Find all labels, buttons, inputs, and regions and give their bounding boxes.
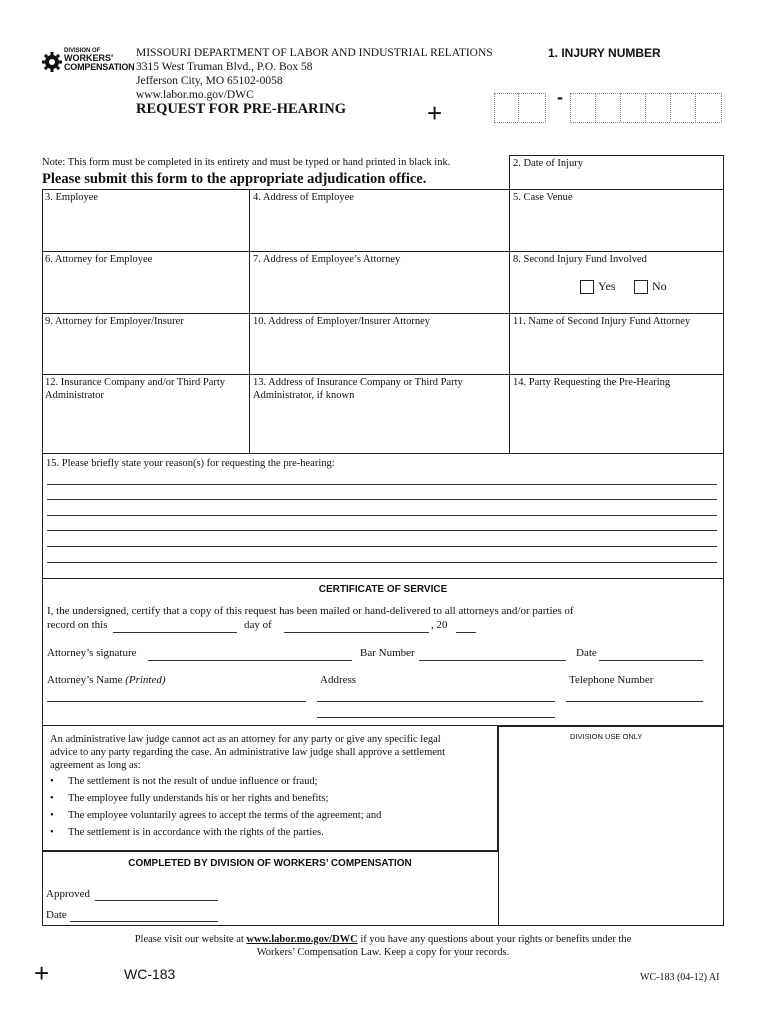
box-divider: [670, 93, 671, 121]
footer-website-link[interactable]: www.labor.mo.gov/DWC: [246, 934, 358, 945]
record-year-field[interactable]: [456, 632, 476, 633]
completed-by-title: COMPLETED BY DIVISION OF WORKERS’ COMPENSATION: [128, 858, 412, 869]
employee-attorney-field[interactable]: [43, 252, 249, 313]
employee-attorney-address-field[interactable]: [250, 252, 509, 313]
box-divider: [620, 93, 621, 121]
employee-attorney-address-label: 7. Address of Employee’s Attorney: [253, 254, 401, 265]
bullet-text: The employee voluntarily agrees to accept the terms of the agreement; and: [68, 810, 382, 821]
reason-line: [47, 499, 717, 500]
record-month-field[interactable]: [284, 632, 429, 633]
gear-icon: [42, 52, 62, 72]
bar-number-label: Bar Number: [360, 647, 415, 659]
footer-line-1: [42, 933, 724, 946]
certificate-date-label: Date: [576, 647, 597, 659]
injury-sequence-box[interactable]: [570, 93, 722, 123]
year-label: , 20: [431, 619, 448, 631]
sif-attorney-field[interactable]: [510, 314, 723, 374]
no-option[interactable]: [634, 279, 667, 294]
agency-logo: [42, 47, 135, 75]
insurance-address-field[interactable]: [250, 375, 509, 453]
list-item: • The employee voluntarily agrees to accept the terms of the agreement; and: [50, 810, 382, 821]
footer-line-2: Workers’ Compensation Law. Keep a copy for your records.: [256, 947, 510, 958]
form-title: REQUEST FOR PRE-HEARING: [136, 101, 347, 117]
city-address: Jefferson City, MO 65102-0058: [136, 75, 283, 87]
list-item: • The settlement is in accordance with the rights of the parties.: [50, 827, 324, 838]
date-of-injury-label: 2. Date of Injury: [513, 158, 583, 169]
reasons-label: 15. Please briefly state your reason(s) for requesting the pre-hearing:: [46, 458, 335, 469]
completed-date-label: Date: [46, 909, 67, 921]
case-venue-label: 5. Case Venue: [513, 192, 573, 203]
bullet-text: The settlement is not the result of undue influence or fraud;: [68, 776, 318, 787]
certificate-date-field[interactable]: [599, 660, 703, 661]
injury-number-label: 1. INJURY NUMBER: [548, 46, 661, 60]
injury-number-dash: -: [557, 87, 563, 107]
employee-field[interactable]: [43, 190, 249, 251]
division-use-area: [500, 745, 722, 923]
logo-line-2: WORKERS': [64, 53, 114, 63]
no-label: No: [652, 279, 667, 293]
department-name: MISSOURI DEPARTMENT OF LABOR AND INDUSTRIAL RELATIONS: [136, 47, 493, 59]
injury-year-box[interactable]: [494, 93, 546, 123]
reasons-field[interactable]: [43, 454, 723, 578]
employer-attorney-address-label: 10. Address of Employer/Insurer Attorney: [253, 316, 431, 327]
insurance-address-label-1: 13. Address of Insurance Company or Third Party: [253, 377, 463, 388]
footer-notice: [42, 933, 724, 959]
notice-bullets: [50, 775, 490, 843]
box-divider: [518, 93, 519, 121]
logo-line-3: COMPENSATION: [64, 62, 135, 72]
requesting-party-field[interactable]: [510, 375, 723, 453]
reason-line: [47, 484, 717, 485]
certificate-text: I, the undersigned, certify that a copy of this request has been mailed or hand-delivered to all attorneys and/or parties of: [47, 605, 574, 617]
requesting-party-label: 14. Party Requesting the Pre-Hearing: [513, 377, 671, 388]
form-revision: WC-183 (04-12) AI: [640, 972, 720, 983]
record-day-field[interactable]: [113, 632, 237, 633]
notice-line-2: advice to any party regarding the case. An administrative law judge shall approve a settlement: [50, 747, 446, 758]
injury-number-field[interactable]: [494, 87, 722, 123]
address-line-2-field[interactable]: [317, 717, 555, 718]
box-divider: [595, 93, 596, 121]
list-item: • The settlement is not the result of undue influence or fraud;: [50, 776, 318, 787]
employer-attorney-label: 9. Attorney for Employer/Insurer: [45, 316, 184, 327]
street-address: 3315 West Truman Blvd., P.O. Box 58: [136, 61, 313, 73]
attorney-signature-label: Attorney’s signature: [47, 647, 137, 659]
notice-line-3: agreement as long as:: [50, 760, 141, 771]
approved-label: Approved: [46, 888, 90, 900]
alj-notice: [50, 733, 490, 843]
second-injury-fund-label: 8. Second Injury Fund Involved: [513, 254, 647, 265]
address-line-1-field[interactable]: [317, 701, 555, 702]
telephone-label: Telephone Number: [569, 674, 654, 686]
reason-line: [47, 515, 717, 516]
reason-line: [47, 530, 717, 531]
reason-line: [47, 562, 717, 563]
division-use-label: DIVISION USE ONLY: [570, 732, 643, 741]
bar-number-field[interactable]: [419, 660, 566, 661]
logo-line-1: DIVISION OF: [64, 48, 101, 54]
attorney-name-label: [47, 674, 166, 686]
list-item: • The employee fully understands his or her rights and benefits;: [50, 793, 329, 804]
bullet-text: The settlement is in accordance with the rights of the parties.: [68, 827, 324, 838]
date-of-injury-field[interactable]: [510, 156, 723, 189]
employee-address-label: 4. Address of Employee: [253, 192, 354, 203]
employee-label: 3. Employee: [45, 192, 99, 203]
box-divider: [645, 93, 646, 121]
approved-field[interactable]: [95, 900, 218, 901]
employee-address-field[interactable]: [250, 190, 509, 251]
employee-attorney-label: 6. Attorney for Employee: [45, 254, 153, 265]
attorney-name-text: Attorney’s Name: [47, 674, 123, 686]
insurance-company-label-1: 12. Insurance Company and/or Third Party: [45, 377, 226, 388]
yes-option[interactable]: [580, 279, 615, 294]
submit-instruction: Please submit this form to the appropriate adjudication office.: [42, 171, 427, 187]
sif-attorney-label: 11. Name of Second Injury Fund Attorney: [513, 316, 691, 327]
insurance-company-label-2: Administrator: [45, 390, 104, 401]
footer-visit-text-2: if you have any questions about your rights or benefits under the: [360, 934, 632, 945]
footer-visit-text: Please visit our website at: [134, 934, 244, 945]
insurance-company-field[interactable]: [43, 375, 249, 453]
reason-line: [47, 546, 717, 547]
attorney-name-field[interactable]: [47, 701, 306, 702]
case-venue-field[interactable]: [510, 190, 723, 251]
day-of-label: day of: [244, 619, 272, 631]
insurance-address-label-2: Administrator, if known: [253, 390, 355, 401]
address-label: Address: [320, 674, 357, 686]
form-number: WC-183: [124, 966, 176, 982]
record-on-label: record on this: [47, 619, 108, 631]
printed-qualifier: (Printed): [125, 674, 166, 686]
registration-plus-mark: +: [34, 958, 50, 988]
agency-address-block: [136, 46, 493, 102]
attorney-signature-field[interactable]: [148, 660, 352, 661]
website-text: www.labor.mo.gov/DWC: [136, 89, 254, 101]
certificate-title: CERTIFICATE OF SERVICE: [318, 584, 448, 595]
yes-label: Yes: [598, 279, 616, 293]
bullet-text: The employee fully understands his or her rights and benefits;: [68, 793, 329, 804]
ink-note: Note: This form must be completed in its entirety and must be typed or hand printed in black ink.: [42, 157, 451, 168]
box-divider: [695, 93, 696, 121]
second-injury-fund-field: [510, 252, 723, 313]
registration-plus-mark: +: [427, 98, 443, 128]
telephone-field[interactable]: [566, 701, 703, 702]
employer-attorney-address-field[interactable]: [250, 314, 509, 374]
completed-date-field[interactable]: [70, 921, 218, 922]
employer-attorney-field[interactable]: [43, 314, 249, 374]
yes-checkbox[interactable]: [580, 280, 594, 294]
notice-line-1: An administrative law judge cannot act as an attorney for any party or give any specific legal: [50, 734, 441, 745]
no-checkbox[interactable]: [634, 280, 648, 294]
